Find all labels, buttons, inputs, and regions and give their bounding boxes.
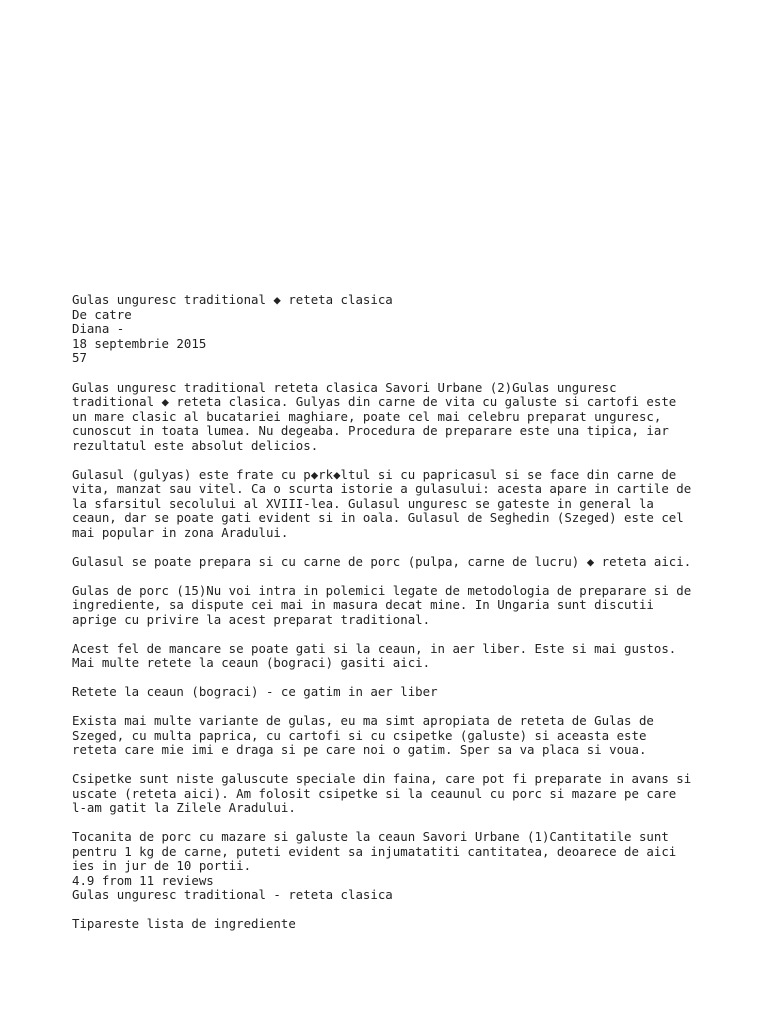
recipe-title: Gulas unguresc traditional - reteta clasica — [72, 887, 393, 902]
paragraph-cauldron-link: Retete la ceaun (bograci) - ce gatim in aer liber — [72, 684, 438, 699]
comments-count: 57 — [72, 350, 87, 365]
document-page — [72, 293, 712, 932]
paragraph-methodology: Gulas de porc (15)Nu voi intra in polemici legate de metodologia de preparare si de ingrediente, sa dispute cei mai in masura decat mine. In Ungaria sunt discutii aprige cu privire la acest preparat traditional. — [72, 582, 692, 627]
author-name: Diana - — [72, 321, 125, 336]
rating-text: 4.9 from 11 reviews — [72, 872, 214, 888]
print-ingredients-link[interactable]: Tipareste lista de ingrediente — [72, 916, 296, 931]
paragraph-intro: Gulas unguresc traditional reteta clasica Savori Urbane (2)Gulas unguresc traditional ◆ reteta clasica. Gulyas din carne de vita cu galuste si cartofi este un mare clasic al bucatariei maghiare, poate cel mai celebru preparat unguresc, cunoscut in toata lumea. Nu degeaba. Procedura de preparare este una tipica, iar rezultatul este absolut delicios. — [72, 379, 677, 453]
publish-date: 18 septembrie 2015 — [72, 335, 207, 351]
paragraph-history: Gulasul (gulyas) este frate cu p◆rk◆ltul si cu papricasul si se face din carne de vita, manzat sau vitel. Ca o scurta istorie a gulasului: acesta apare in cartile de la sfarsitul secolului al XVIII-lea. Gulasul unguresc se gateste in general la ceaun, dar se poate gati evident si in oala. Gulasul de Seghedin (Szeged) este cel mai popular in zona Aradului. — [72, 466, 692, 540]
paragraph-csipetke: Csipetke sunt niste galuscute speciale din faina, care pot fi preparate in avans si uscate (reteta aici). Am folosit csipetke si la ceaunul cu porc si mazare pe care l-am gatit la Zilele Aradului. — [72, 771, 692, 815]
paragraph-quantities: Tocanita de porc cu mazare si galuste la ceaun Savori Urbane (1)Cantitatile sunt pentru 1 kg de carne, puteti evident sa injumatatiti cantitatea, deoarece de aici ies in jur de 10 portii. — [72, 829, 677, 873]
by-label: De catre — [72, 306, 132, 322]
paragraph-pork-variant: Gulasul se poate prepara si cu carne de porc (pulpa, carne de lucru) ◆ reteta aici. — [72, 553, 692, 569]
recipe-heading: Gulas unguresc traditional ◆ reteta clasica — [72, 292, 393, 307]
paragraph-variants: Exista mai multe variante de gulas, eu ma simt apropiata de reteta de Gulas de Szeged, cu multa paprica, cu cartofi si cu csipetke (galuste) si aceasta este reteta care mie imi e draga si pe care noi o gatim. Sper sa va placa si voua. — [72, 713, 654, 757]
paragraph-cauldron: Acest fel de mancare se poate gati si la ceaun, in aer liber. Este si mai gustos. Mai multe retete la ceaun (bograci) gasiti aici. — [72, 640, 677, 670]
